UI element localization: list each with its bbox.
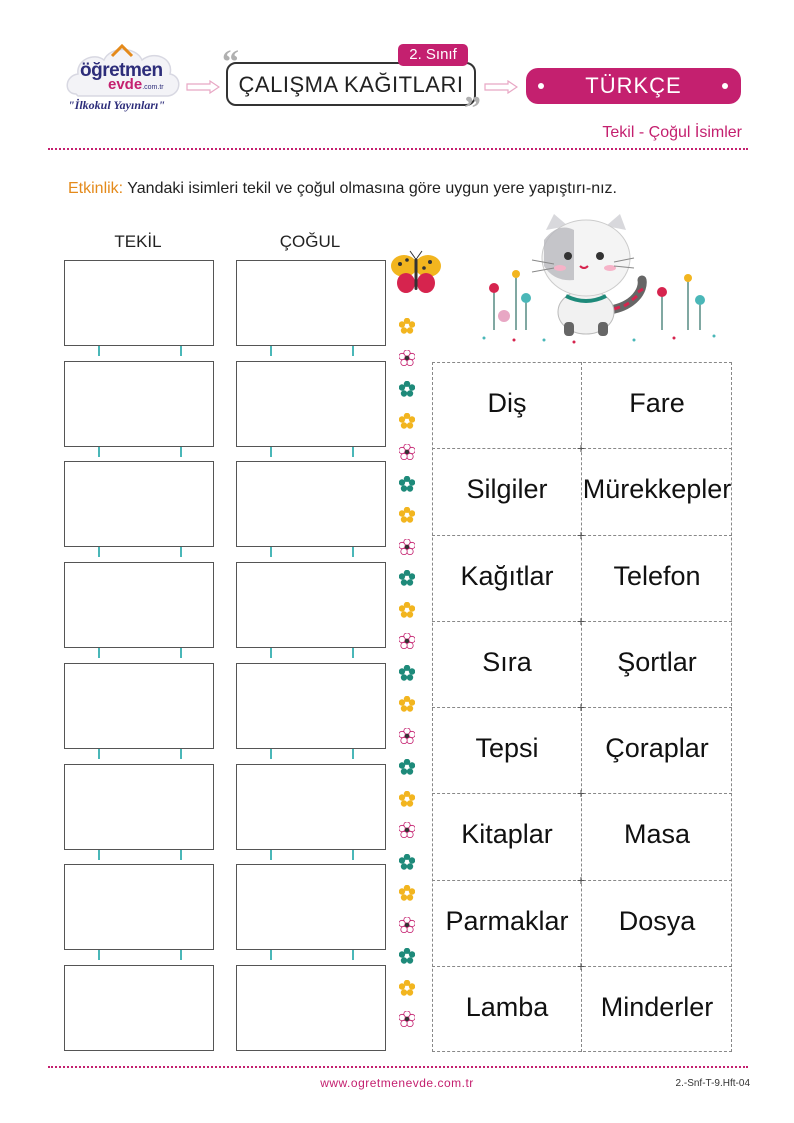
word-card[interactable]: Telefon (613, 560, 701, 591)
yellow-flower-icon (399, 602, 415, 618)
yellow-flower-icon (399, 413, 415, 429)
connector-tick (352, 749, 354, 759)
logo-subtitle: "İlkokul Yayınları" (68, 98, 166, 112)
word-card[interactable]: Sıra (482, 646, 532, 677)
teal-flower-icon (399, 948, 415, 964)
connector-tick (180, 648, 182, 658)
connector-tick (98, 447, 100, 457)
pink-flower-icon (399, 633, 415, 649)
arrow-right-icon (484, 80, 518, 94)
singular-answer-box[interactable] (64, 562, 214, 648)
pink-flower-icon (399, 444, 415, 460)
teal-flower-icon (399, 665, 415, 681)
cat-illustration (474, 210, 730, 345)
connector-tick (270, 547, 272, 557)
connector-tick (98, 950, 100, 960)
cut-cross-mark: + (576, 785, 586, 802)
connector-tick (352, 547, 354, 557)
teal-flower-icon (399, 759, 415, 775)
logo-brand-evde: evde.com.tr (108, 76, 164, 93)
plural-answer-box[interactable] (236, 864, 386, 950)
plural-answer-box[interactable] (236, 461, 386, 547)
yellow-flower-icon (399, 791, 415, 807)
word-card[interactable]: Parmaklar (445, 905, 569, 936)
word-card[interactable]: Minderler (600, 991, 714, 1022)
pink-flower-icon (399, 728, 415, 744)
connector-tick (352, 648, 354, 658)
teal-flower-icon (399, 854, 415, 870)
singular-answer-box[interactable] (64, 260, 214, 346)
word-card[interactable]: Mürekkepler (582, 474, 732, 505)
cut-cross-mark: + (576, 526, 586, 543)
connector-tick (180, 346, 182, 356)
word-card[interactable]: Lamba (465, 991, 549, 1022)
connector-tick (270, 648, 272, 658)
pill-dot-left (538, 83, 544, 89)
connector-tick (98, 749, 100, 759)
word-card[interactable]: Silgiler (466, 474, 548, 505)
column-header-plural: ÇOĞUL (279, 232, 341, 251)
yellow-flower-icon (399, 696, 415, 712)
pink-flower-icon (399, 822, 415, 838)
connector-tick (180, 447, 182, 457)
connector-tick (270, 447, 272, 457)
yellow-flower-icon (399, 318, 415, 334)
yellow-flower-icon (399, 980, 415, 996)
singular-answer-box[interactable] (64, 663, 214, 749)
connector-tick (352, 346, 354, 356)
word-card[interactable]: Diş (487, 388, 527, 418)
footer-divider (48, 1066, 748, 1068)
connector-tick (270, 850, 272, 860)
plural-answer-box[interactable] (236, 562, 386, 648)
subject-pill: TÜRKÇE (526, 68, 741, 104)
pill-dot-right (722, 83, 728, 89)
connector-tick (98, 648, 100, 658)
pink-flower-icon (399, 350, 415, 366)
footer-code: 2.-Snf-T-9.Hft-04 (675, 1078, 750, 1089)
singular-answer-box[interactable] (64, 461, 214, 547)
footer-website: www.ogretmenevde.com.tr (320, 1076, 474, 1090)
connector-tick (352, 950, 354, 960)
connector-tick (98, 346, 100, 356)
word-card[interactable]: Masa (623, 819, 691, 850)
word-card[interactable]: Kağıtlar (460, 560, 554, 591)
word-card[interactable]: Kitaplar (461, 819, 553, 850)
butterfly-icon (390, 250, 442, 296)
activity-instructions (68, 176, 728, 202)
grade-badge: 2. Sınıf (398, 44, 468, 66)
plural-answer-box[interactable] (236, 663, 386, 749)
plural-answer-box[interactable] (236, 764, 386, 850)
arrow-right-icon (186, 80, 220, 94)
connector-tick (352, 850, 354, 860)
word-card[interactable]: Fare (629, 388, 685, 418)
connector-tick (270, 749, 272, 759)
connector-tick (98, 547, 100, 557)
cut-cross-mark: + (576, 612, 586, 629)
teal-flower-icon (399, 381, 415, 397)
pink-flower-icon (399, 539, 415, 555)
connector-tick (270, 346, 272, 356)
cut-cross-mark: + (576, 871, 586, 888)
word-card[interactable]: Tepsi (475, 733, 539, 763)
cut-cross-mark: + (576, 440, 586, 457)
activity-label: Etkinlik: (68, 180, 124, 197)
connector-tick (180, 850, 182, 860)
pink-flower-icon (399, 1011, 415, 1027)
logo-domain: .com.tr (142, 84, 164, 91)
topic-label: Tekil - Çoğul İsimler (602, 124, 742, 141)
pink-flower-icon (399, 917, 415, 933)
teal-flower-icon (399, 476, 415, 492)
connector-tick (180, 950, 182, 960)
plural-answer-box[interactable] (236, 965, 386, 1051)
column-header-singular: TEKİL (114, 232, 162, 251)
singular-answer-box[interactable] (64, 864, 214, 950)
yellow-flower-icon (399, 885, 415, 901)
singular-answer-box[interactable] (64, 361, 214, 447)
connector-tick (98, 850, 100, 860)
open-quote-mark: “ (222, 44, 239, 81)
word-card[interactable]: Dosya (618, 905, 696, 936)
plural-answer-box[interactable] (236, 361, 386, 447)
activity-text: Yandaki isimleri tekil ve çoğul olmasına göre uygun yere yapıştırı-nız. (123, 180, 617, 197)
connector-tick (180, 547, 182, 557)
yellow-flower-icon (399, 507, 415, 523)
plural-answer-box[interactable] (236, 260, 386, 346)
connector-tick (180, 749, 182, 759)
connector-tick (270, 950, 272, 960)
worksheet-title: ÇALIŞMA KAĞITLARI (238, 72, 464, 97)
teal-flower-icon (399, 570, 415, 586)
singular-answer-box[interactable] (64, 764, 214, 850)
cut-cross-mark: + (576, 957, 586, 974)
cut-cross-mark: + (576, 699, 586, 715)
word-card[interactable]: Şortlar (617, 646, 697, 677)
close-quote-mark: ” (464, 90, 481, 127)
word-card[interactable]: Çoraplar (605, 733, 709, 763)
logo-brand: öğretmen (80, 60, 163, 81)
connector-tick (352, 447, 354, 457)
singular-answer-box[interactable] (64, 965, 214, 1051)
header-divider (48, 148, 748, 150)
